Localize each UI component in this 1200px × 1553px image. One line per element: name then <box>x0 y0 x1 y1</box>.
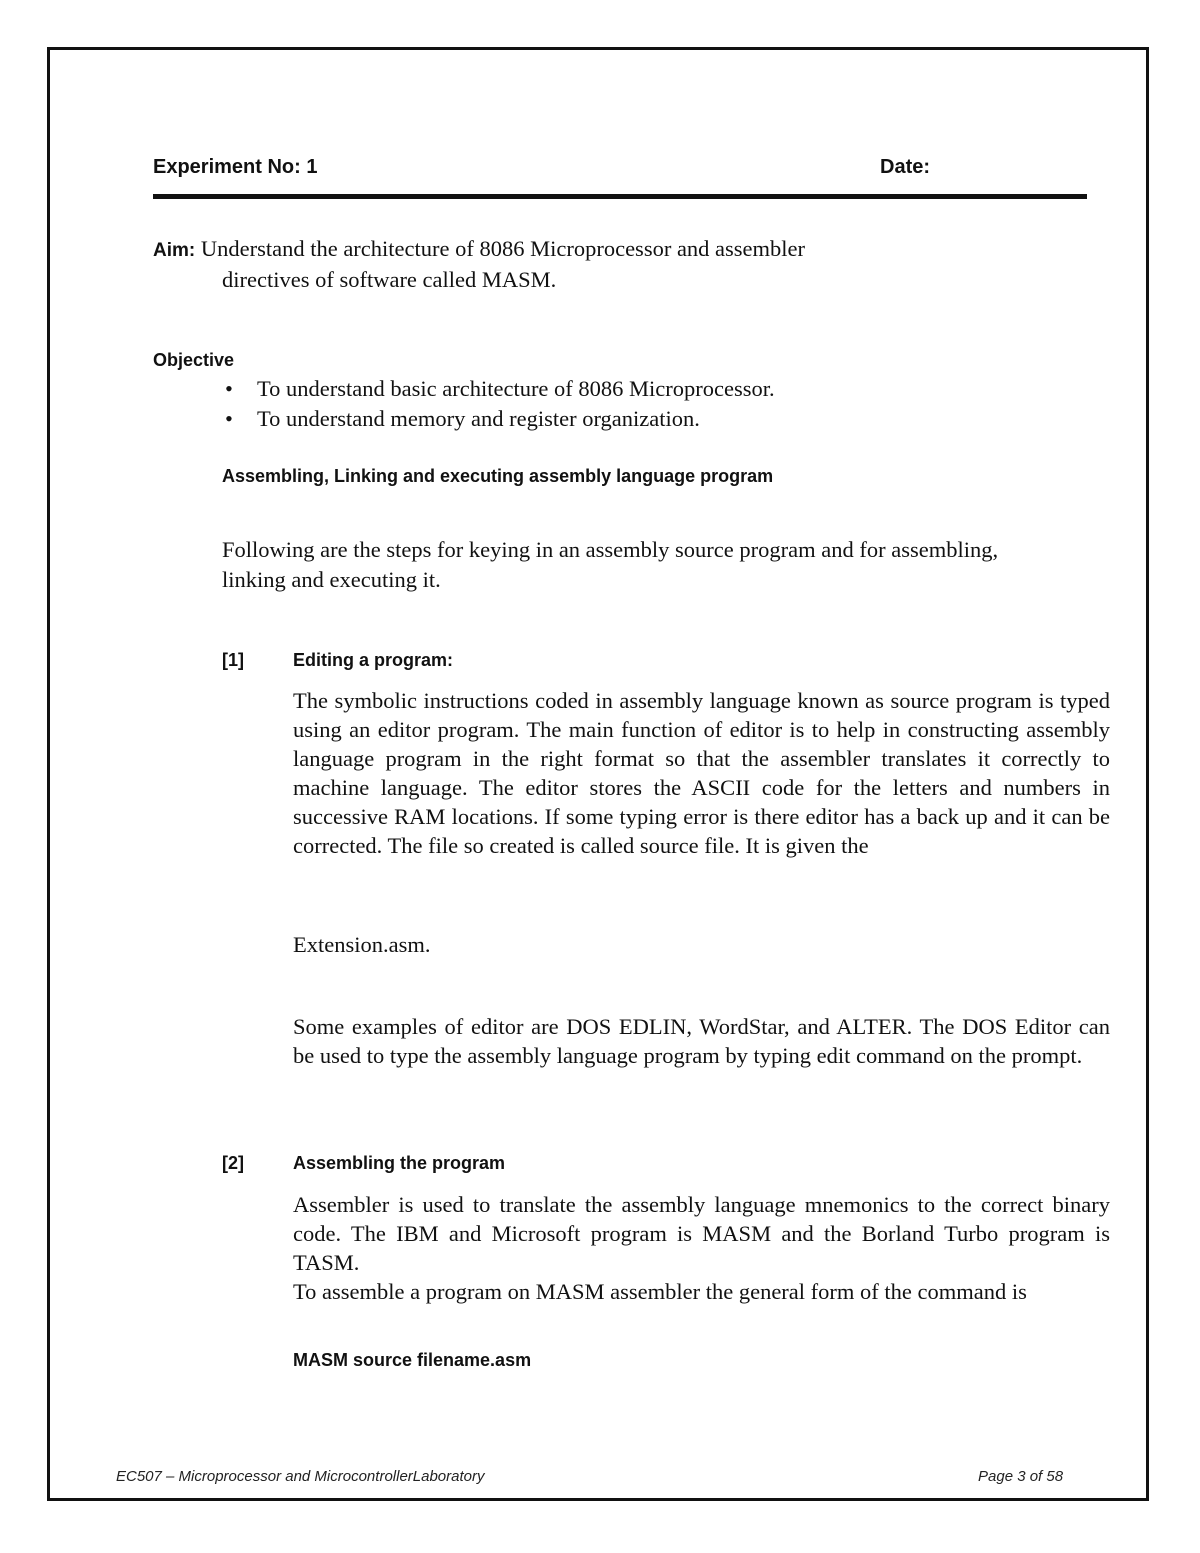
step-1-extension: Extension.asm. <box>293 932 431 957</box>
bullet-icon: • <box>225 406 233 431</box>
section-heading: Assembling, Linking and executing assembly language program <box>222 466 774 486</box>
footer-course: EC507 – Microprocessor and MicrocontrollerLaboratory <box>116 1468 485 1485</box>
objective-bullet-text: To understand basic architecture of 8086 Microprocessor. <box>257 376 775 401</box>
aim-line-1: Understand the architecture of 8086 Microprocessor and assembler <box>200 236 806 261</box>
objective-heading: Objective <box>153 350 235 370</box>
step-2-command: MASM source filename.asm <box>293 1350 532 1370</box>
objective-bullet-1 <box>225 374 775 404</box>
bullet-icon: • <box>225 376 233 401</box>
date-label: Date: <box>880 156 931 178</box>
objective-bullet-2 <box>225 404 700 434</box>
step-2-command-intro: To assemble a program on MASM assembler the general form of the command is <box>293 1279 1027 1304</box>
experiment-number: Experiment No: 1 <box>153 156 318 178</box>
header-rule <box>153 194 1087 199</box>
footer-page-number: Page 3 of 58 <box>978 1468 1064 1485</box>
step-1-title: Editing a program: <box>293 650 454 670</box>
step-1-editor-examples: Some examples of editor are DOS EDLIN, WordStar, and ALTER. The DOS Editor can be used to type the assembly language program by typing edit command on the prompt. <box>293 1014 1110 1068</box>
aim-line-2: directives of software called MASM. <box>222 267 557 292</box>
step-1-paragraph: The symbolic instructions coded in assembly language known as source program is typed using an editor program. The main function of editor is to help in constructing assembly language program in the right format so that the assembler translates it correctly to machine language. The editor stores the ASCII code for the letters and numbers in successive RAM locations. If some typing error is there editor has a back up and it can be corrected. The file so created is called source file. It is given the <box>293 688 1110 858</box>
section-intro: Following are the steps for keying in an assembly source program and for assembling, linking and executing it. <box>222 537 999 592</box>
step-2-number: [2] <box>222 1153 244 1173</box>
step-2-title: Assembling the program <box>293 1153 506 1173</box>
step-2-paragraph: Assembler is used to translate the assembly language mnemonics to the correct binary code. The IBM and Microsoft program is MASM and the Borland Turbo program is TASM. <box>293 1192 1110 1275</box>
aim-block <box>153 234 1053 266</box>
objective-bullet-text: To understand memory and register organization. <box>257 406 700 431</box>
aim-label: Aim: <box>153 240 196 261</box>
step-1-number: [1] <box>222 650 244 670</box>
